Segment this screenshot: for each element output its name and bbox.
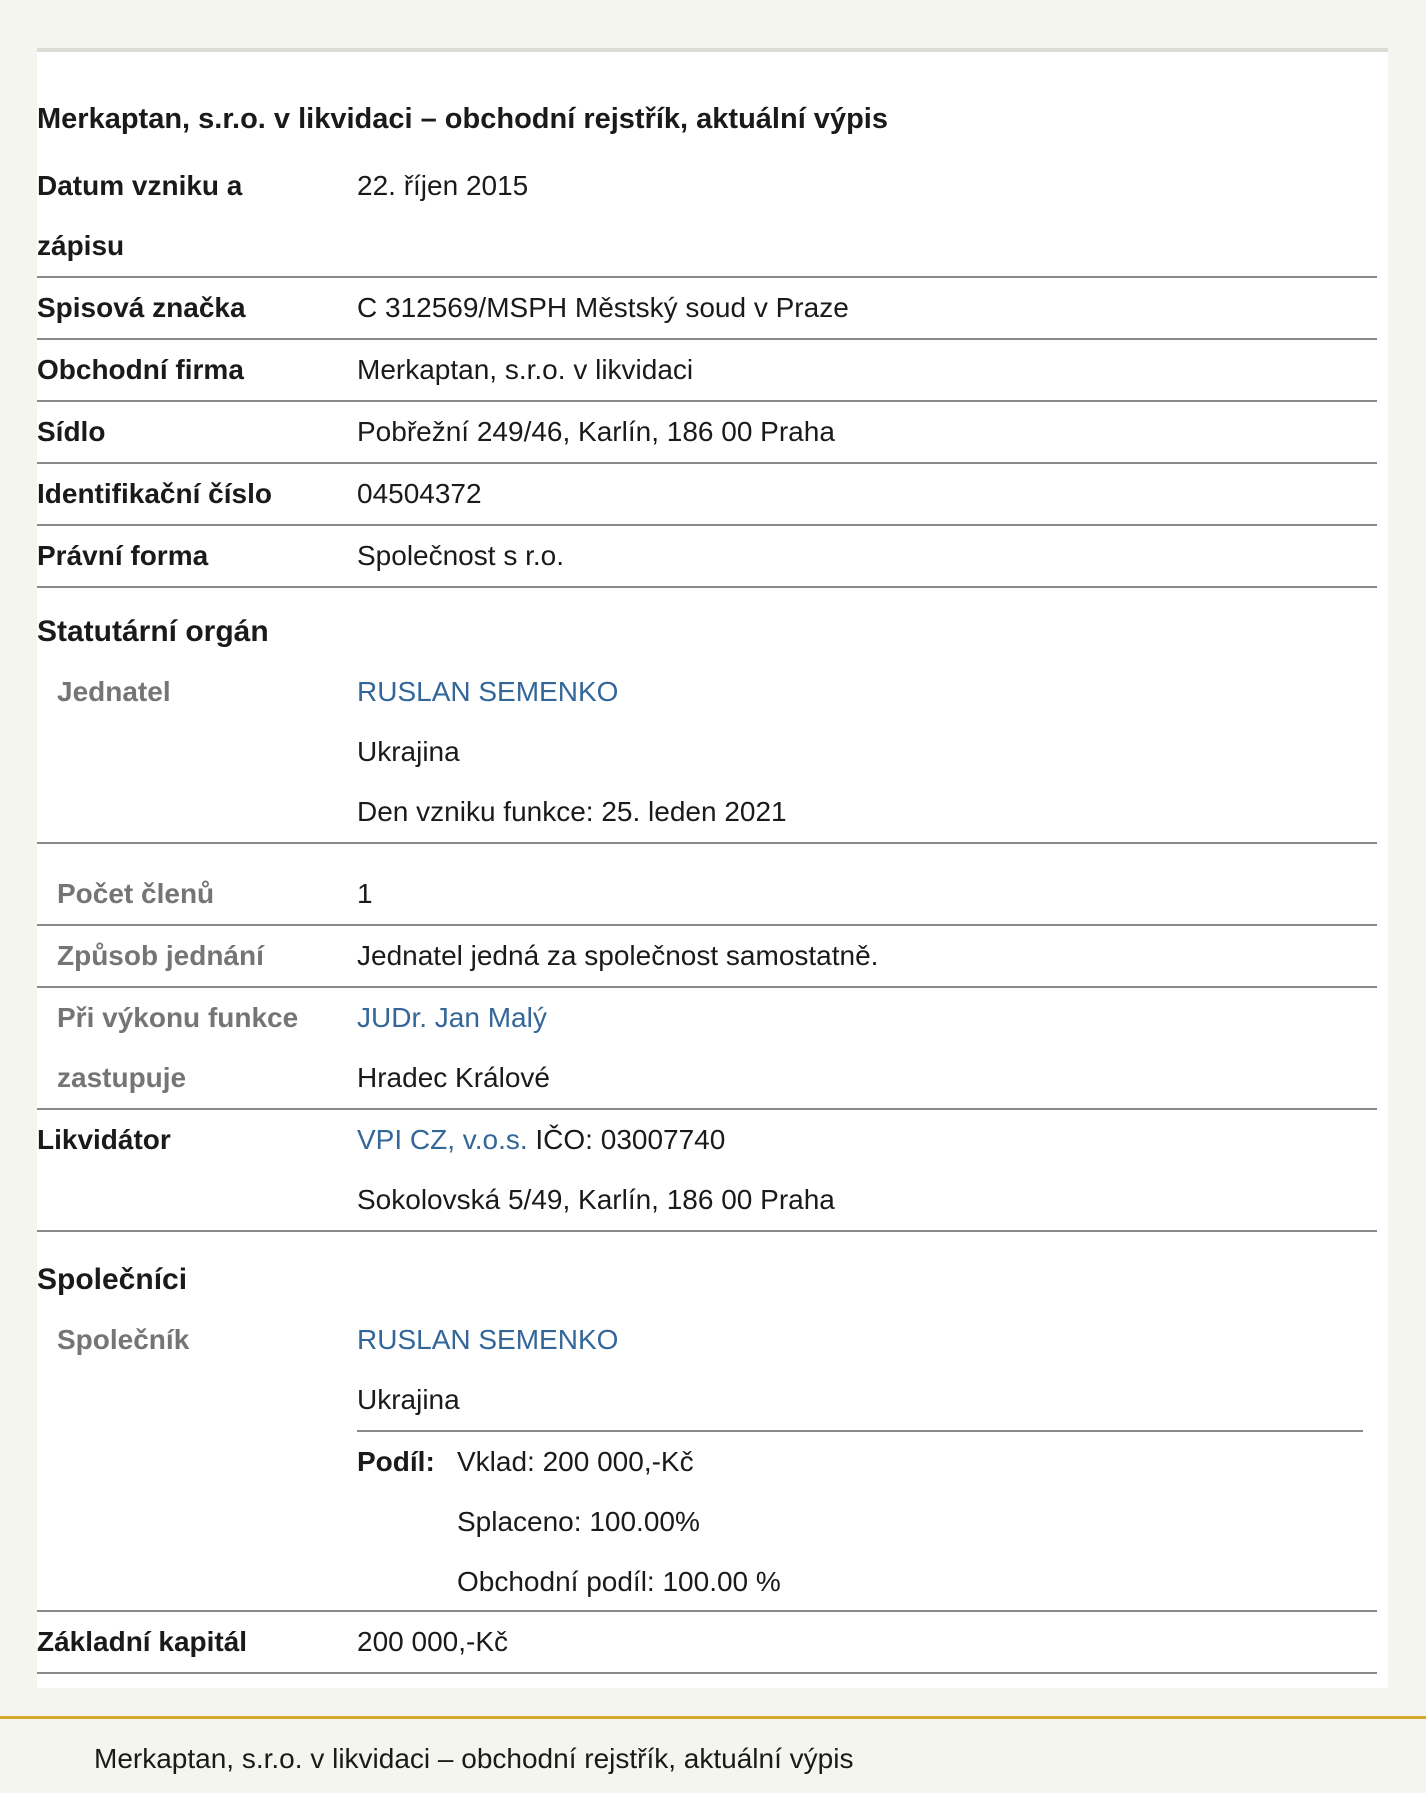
section-heading-statutarni: Statutární orgán (37, 615, 269, 648)
row-label: Způsob jednání (57, 940, 264, 971)
row-label: Spisová značka (37, 292, 246, 323)
footer-title: Merkaptan, s.r.o. v likvidaci – obchodní rejstřík, aktuální výpis (94, 1743, 854, 1774)
jednatel-name-link[interactable]: RUSLAN SEMENKO (357, 676, 619, 707)
row-value: 1 (357, 878, 373, 909)
row-label: Obchodní firma (37, 354, 244, 385)
podil-values (457, 1432, 781, 1612)
row-value: 200 000,-Kč (357, 1626, 508, 1657)
row-pocet-clenu (37, 864, 1377, 926)
jednatel-country: Ukrajina (357, 736, 460, 767)
row-label: Jednatel (57, 676, 171, 707)
row-label: Likvidátor (37, 1124, 171, 1155)
row-zpusob-jednani (37, 926, 1377, 988)
row-datum-vzniku (37, 156, 1377, 278)
row-value: Pobřežní 249/46, Karlín, 186 00 Praha (357, 416, 835, 447)
row-spisova-znacka (37, 278, 1377, 340)
page-title: Merkaptan, s.r.o. v likvidaci – obchodní rejstřík, aktuální výpis (37, 103, 888, 135)
zastupce-city: Hradec Králové (357, 1062, 550, 1093)
row-value (357, 1110, 1377, 1230)
spolecnik-country: Ukrajina (357, 1384, 460, 1415)
section-heading-spolecnici: Společníci (37, 1263, 188, 1296)
row-value (357, 988, 1377, 1108)
row-spolecnik (37, 1310, 1377, 1612)
row-sidlo (37, 402, 1377, 464)
row-value (357, 662, 1377, 842)
row-obchodni-firma (37, 340, 1377, 402)
zastupce-name-link[interactable]: JUDr. Jan Malý (357, 1002, 547, 1033)
likvidator-address: Sokolovská 5/49, Karlín, 186 00 Praha (357, 1184, 835, 1215)
row-label: Právní forma (37, 540, 209, 571)
row-value: Společnost s r.o. (357, 540, 565, 571)
likvidator-ico: IČO: 03007740 (535, 1124, 726, 1155)
row-label: Základní kapitál (37, 1626, 248, 1657)
row-label: Při výkonu funkce zastupuje (57, 1002, 299, 1093)
row-value (357, 1310, 1377, 1430)
podil-label: Podíl: (357, 1446, 435, 1477)
footer (0, 1716, 1426, 1793)
row-label: Datum vzniku a zápisu (37, 170, 243, 261)
row-label: Počet členů (57, 878, 215, 909)
row-likvidator (37, 1110, 1377, 1232)
register-panel (37, 48, 1388, 1688)
row-zakladni-kapital (37, 1612, 1377, 1674)
row-pravni-forma (37, 526, 1377, 588)
row-value: Jednatel jedná za společnost samostatně. (357, 940, 879, 971)
jednatel-since: Den vzniku funkce: 25. leden 2021 (357, 796, 787, 827)
row-zastupuje (37, 988, 1377, 1110)
podil-splaceno: Splaceno: 100.00% (457, 1506, 700, 1537)
spolecnik-name-link[interactable]: RUSLAN SEMENKO (357, 1324, 619, 1355)
row-value: C 312569/MSPH Městský soud v Praze (357, 292, 849, 323)
podil-vklad: Vklad: 200 000,-Kč (457, 1446, 694, 1477)
row-value: 22. říjen 2015 (357, 170, 529, 201)
row-label: Společník (57, 1324, 190, 1355)
row-label: Identifikační číslo (37, 478, 272, 509)
row-value: Merkaptan, s.r.o. v likvidaci (357, 354, 694, 385)
row-ico (37, 464, 1377, 526)
row-value: 04504372 (357, 478, 482, 509)
row-label: Sídlo (37, 416, 106, 447)
podil-obchodni: Obchodní podíl: 100.00 % (457, 1566, 781, 1597)
likvidator-name-link[interactable]: VPI CZ, v.o.s. (357, 1124, 528, 1155)
row-jednatel (37, 662, 1377, 844)
